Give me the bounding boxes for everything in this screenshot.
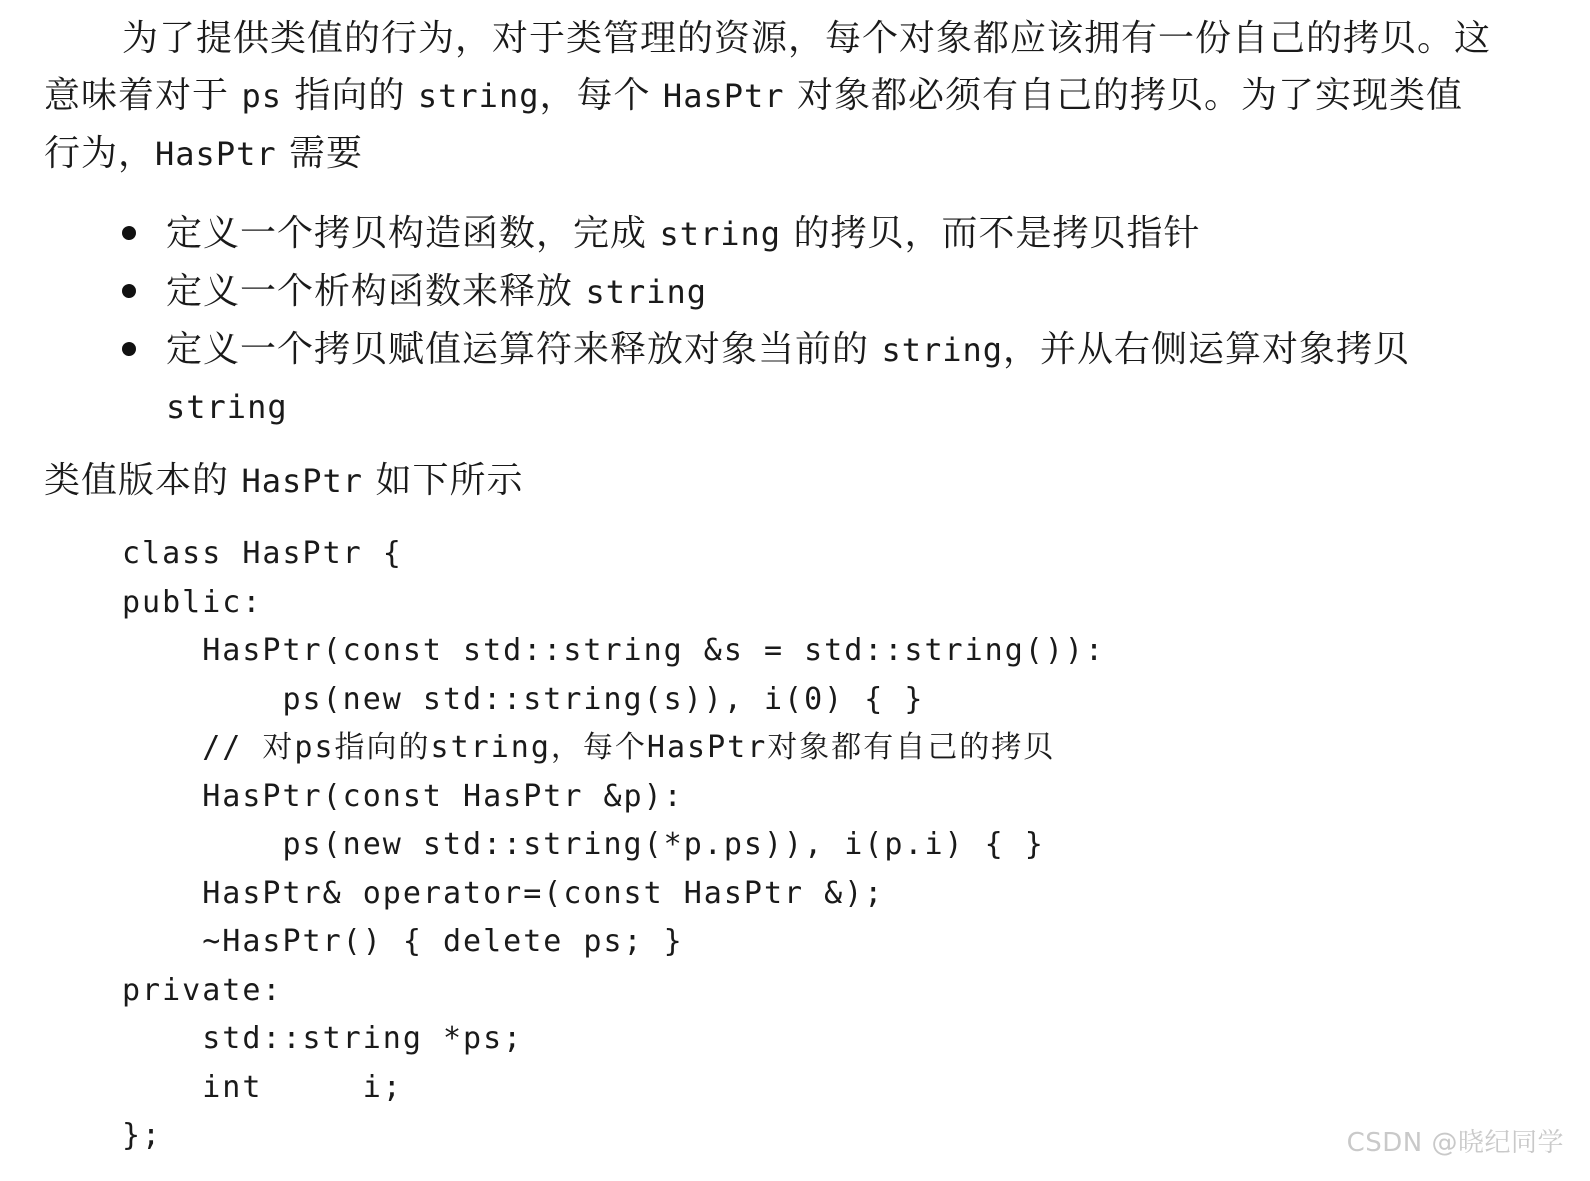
code-line: }; <box>122 1118 163 1153</box>
intro-line-1 <box>44 10 1564 67</box>
section-label-post: 如下所示 <box>363 460 524 501</box>
section-label-pre: 类值版本的 <box>44 460 242 501</box>
code-line: public: <box>122 584 263 620</box>
intro-line-3 <box>44 125 1564 183</box>
intro-line-2-post: 对象都必须有自己的拷贝。为了实现类值 <box>784 75 1463 116</box>
code-line: private: <box>122 972 283 1008</box>
intro-line-2-mid1: 指向的 <box>281 75 418 116</box>
list-item <box>120 263 1570 321</box>
code-term-string: string <box>659 215 782 253</box>
code-term-hasptr: HasPtr <box>155 135 277 173</box>
bullet-icon <box>122 342 136 356</box>
section-label-line <box>44 452 1564 510</box>
intro-line-2-mid2: ，每个 <box>539 75 663 116</box>
code-block <box>122 530 1105 1161</box>
bullet-1-pre: 定义一个拷贝构造函数，完成 <box>166 213 660 254</box>
bullet-3-continuation: string <box>166 388 288 426</box>
watermark: CSDN @晓纪同学 <box>1346 1128 1564 1158</box>
intro-line-3-pre: 行为， <box>44 133 156 174</box>
code-line: HasPtr(const std::string &s = std::string()): <box>122 633 1106 668</box>
code-term-string: string <box>417 77 540 115</box>
intro-line-3-post: 需要 <box>276 133 364 174</box>
bullet-3-post: ，并从右侧运算对象拷贝 <box>1003 329 1411 370</box>
requirements-list <box>120 205 1570 436</box>
list-item <box>120 205 1570 263</box>
code-term-string: string <box>585 273 708 311</box>
code-term-ps: ps <box>241 77 282 115</box>
code-comment-line: // 对ps指向的string，每个HasPtr对象都有自己的拷贝 <box>122 730 1056 765</box>
code-term-string: string <box>881 331 1004 369</box>
intro-line-1-text: 为了提供类值的行为，对于类管理的资源，每个对象都应该拥有一份自己的拷贝。这 <box>122 18 1492 59</box>
code-line: HasPtr(const HasPtr &p): <box>122 778 684 814</box>
intro-line-2-pre: 意味着对于 <box>44 75 242 116</box>
code-line: HasPtr& operator=(const HasPtr &); <box>122 875 885 911</box>
code-term-hasptr: HasPtr <box>241 462 364 500</box>
bullet-3-pre: 定义一个拷贝赋值运算符来释放对象当前的 <box>166 329 882 370</box>
bullet-2-pre: 定义一个析构函数来释放 <box>166 271 586 312</box>
bullet-1-post: 的拷贝，而不是拷贝指针 <box>781 213 1201 254</box>
code-line: int i; <box>122 1069 403 1105</box>
intro-paragraph <box>44 10 1564 183</box>
section-label <box>44 452 1564 510</box>
bullet-icon <box>122 226 136 240</box>
list-item <box>120 321 1570 436</box>
intro-line-2 <box>44 67 1564 125</box>
bullet-icon <box>122 284 136 298</box>
code-line: ps(new std::string(s)), i(0) { } <box>122 681 925 717</box>
code-line: ps(new std::string(*p.ps)), i(p.i) { } <box>122 827 1045 862</box>
code-line: class HasPtr { <box>122 536 403 571</box>
code-term-hasptr: HasPtr <box>662 77 785 115</box>
code-line: ~HasPtr() { delete ps; } <box>122 924 684 959</box>
code-line: std::string *ps; <box>122 1021 524 1056</box>
